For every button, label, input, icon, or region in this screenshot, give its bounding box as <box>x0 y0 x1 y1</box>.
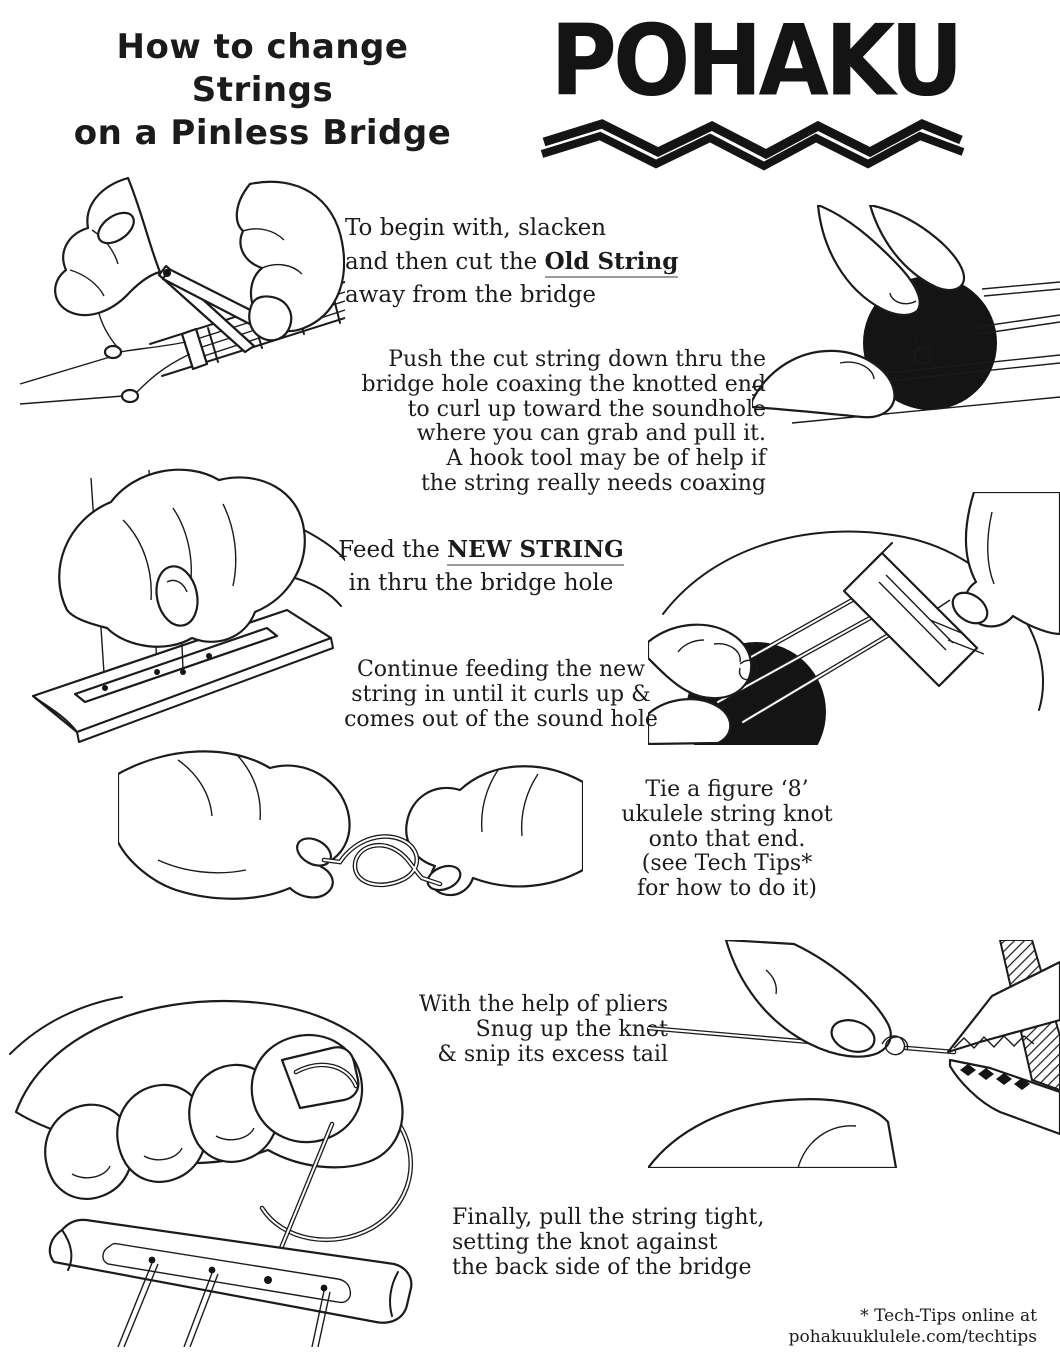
step6-line3: & snip its excess tail <box>437 1041 668 1067</box>
old-string-emphasis: Old String <box>545 248 679 278</box>
step5-line1: Tie a figure ‘8’ <box>645 777 809 802</box>
footer-tech-tips <box>735 1306 1037 1348</box>
step2-line6: the string really needs coaxing <box>420 470 766 496</box>
step1-line2-prefix: and then cut the <box>345 249 545 275</box>
step1-line2 <box>345 245 680 279</box>
step4-line2: string in until it curls up & <box>351 681 651 707</box>
step2-line5: A hook tool may be of help if <box>446 446 766 472</box>
step1-line3: away from the bridge <box>345 282 597 308</box>
footer-url[interactable]: pohakuuklulele.com/techtips <box>788 1327 1037 1347</box>
step7-line1: Finally, pull the string tight, <box>452 1205 765 1230</box>
step4-line3: comes out of the sound hole <box>344 706 658 732</box>
illustration-cut-old-string-scissors-icon <box>0 176 345 416</box>
step7-line3: the back side of the bridge <box>452 1254 752 1280</box>
illustration-pull-string-tight-icon <box>0 992 445 1347</box>
brand-zigzag-icon <box>540 116 965 172</box>
step4-line1: Continue feeding the new <box>356 657 646 682</box>
step6-line2: Snug up the knot <box>475 1016 668 1042</box>
brand-logo-text: POHAKU <box>550 4 960 119</box>
step-feed-new-string <box>336 533 626 600</box>
step5-line3: onto that end. <box>648 826 806 852</box>
illustration-string-curls-out-soundhole-icon <box>648 492 1060 745</box>
page-title <box>55 26 470 155</box>
step6-line1: With the help of pliers <box>419 992 668 1017</box>
step3-line1-prefix: Feed the <box>338 537 448 563</box>
step-tie-knot <box>592 778 862 902</box>
page-title-line3: on a Pinless Bridge <box>73 113 452 153</box>
step2-line3: to curl up toward the soundhole <box>407 396 766 422</box>
illustration-tie-figure-8-knot-icon <box>118 740 583 975</box>
illustration-feed-string-into-bridge-icon <box>5 448 345 743</box>
step1-line1: To begin with, slacken <box>345 215 607 241</box>
illustration-grab-at-soundhole-icon <box>752 205 1060 440</box>
page-title-line1: How to change <box>116 27 409 67</box>
footer-line1: * Tech-Tips online at <box>860 1306 1037 1326</box>
step5-line4: (see Tech Tips* <box>641 851 813 877</box>
illustration-snug-knot-pliers-icon <box>648 940 1060 1168</box>
step-pull-tight <box>452 1206 802 1280</box>
step3-line2: in thru the bridge hole <box>348 570 614 596</box>
step2-line1: Push the cut string down thru the <box>388 347 766 372</box>
step5-line5: for how to do it) <box>637 876 817 902</box>
new-string-emphasis: NEW STRING <box>447 536 624 566</box>
step7-line2: setting the knot against <box>452 1229 718 1255</box>
step2-line4: where you can grab and pull it. <box>416 421 766 447</box>
step-push-cut-string <box>330 348 766 497</box>
step3-line1 <box>336 533 626 567</box>
step-cut-old-string <box>345 212 680 312</box>
step2-line2: bridge hole coaxing the knotted end <box>361 371 766 397</box>
step-continue-feeding <box>316 658 686 732</box>
step5-line2: ukulele string knot <box>621 801 833 827</box>
page-title-line2: Strings <box>191 70 334 110</box>
